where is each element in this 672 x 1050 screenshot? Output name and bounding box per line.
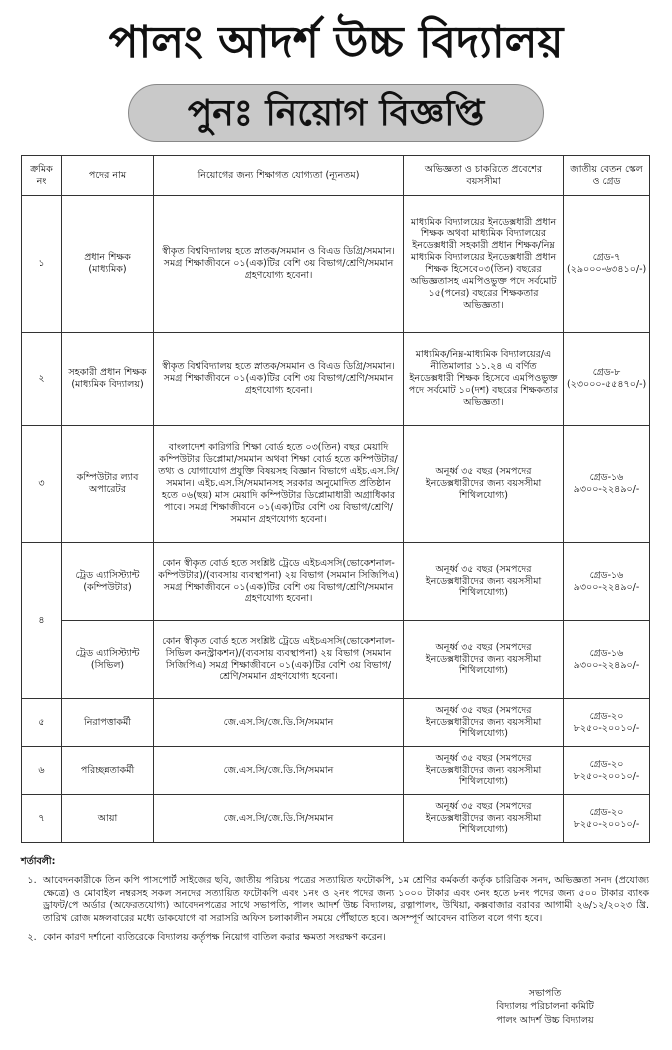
table-row — [22, 621, 650, 699]
row-serial: ৩ — [22, 426, 62, 543]
signature-block — [440, 987, 650, 1027]
row-scale: গ্রেড-১৬ ৯৩০০-২২৪৯০/- — [564, 543, 650, 621]
row-experience: অনূর্ধ্ব ৩৫ বছর (সমপদের ইনডেক্সধারীদের জন্য বয়সসীমা শিথিলযোগ্য) — [404, 747, 564, 795]
row-qualification: কোন স্বীকৃত বোর্ড হতে সংশ্লিষ্ট ট্রেডে এইচএসসি(ভোকেশনাল-কম্পিউটার)/(ব্যবসায় ব্যবস্থাপনা) ২য় বিভাগ (সমমান সিজিপিএ) সমগ্র শিক্ষাজীবনে ০১(এক)টির বেশি ৩য় বিভাগ/শ্রেণি/সমমান গ্রহণযোগ্য হবেনা। — [154, 543, 404, 621]
row-post: কম্পিউটার ল্যাব অপারেটর — [62, 426, 154, 543]
row-post: প্রধান শিক্ষক (মাধ্যমিক) — [62, 196, 154, 333]
row-experience: অনূর্ধ্ব ৩৫ বছর (সমপদের ইনডেক্সধারীদের জন্য বয়সসীমা শিথিলযোগ্য) — [404, 699, 564, 747]
condition-number: ২. — [27, 932, 37, 944]
table-row — [22, 747, 650, 795]
row-scale: গ্রেড-২০ ৮২৫০-২০০১০/- — [564, 747, 650, 795]
row-serial: ২ — [22, 333, 62, 426]
signature-committee: বিদ্যালয় পরিচালনা কমিটি — [496, 1001, 594, 1013]
header-qualification: নিয়োগের জন্য শিক্ষাগত যোগ্যতা (ন্যূনতম) — [154, 156, 404, 196]
row-serial: ৭ — [22, 795, 62, 843]
row-scale: গ্রেড-৮ (২৩০০০-৫৫৪৭০/-) — [564, 333, 650, 426]
row-serial: ৫ — [22, 699, 62, 747]
condition-number: ১. — [27, 874, 37, 886]
table-row — [22, 699, 650, 747]
row-qualification: স্বীকৃত বিশ্ববিদ্যালয় হতে স্নাতক/সমমান ও বিএড ডিগ্রি/সমমান। সমগ্র শিক্ষাজীবনে ০১(এক)টির বেশি ৩য় বিভাগ/শ্রেণি/সমমান গ্রহণযোগ্য হবেনা। — [154, 196, 404, 333]
row-post: আয়া — [62, 795, 154, 843]
row-experience: মাধ্যমিক বিদ্যালয়ের ইনডেক্সধারী প্রধান শিক্ষক অথবা মাধ্যমিক বিদ্যালয়ের ইনডেক্সধারী সহকারী প্রধান শিক্ষক/নিম্ন মাধ্যমিক বিদ্যালয়ের ইনডেক্সধারী প্রধান শিক্ষক হিসেবে০৩(তিন) বছরের অভিজ্ঞতাসহ এমপিওভুক্ত পদে সর্বমোট ১৫(পনের) বছরের শিক্ষকতার অভিজ্ঞতা। — [404, 196, 564, 333]
row-qualification: জে.এস.সি/জে.ডি.সি/সমমান — [154, 699, 404, 747]
row-qualification: কোন স্বীকৃত বোর্ড হতে সংশ্লিষ্ট ট্রেডে এইচএসসি(ভোকেশনাল-সিভিল কনস্ট্রাকশন)/(ব্যবসায় ব্যবস্থাপনা) ২য় বিভাগ (সমমান সিজিপিএ) সমগ্র শিক্ষাজীবনে ০১(এক)টির বেশি ৩য় বিভাগ/শ্রেণি/সমমান গ্রহণযোগ্য হবেনা। — [154, 621, 404, 699]
row-experience: অনূর্ধ্ব ৩৫ বছর (সমপদের ইনডেক্সধারীদের জন্য বয়সসীমা শিথিলযোগ্য) — [404, 543, 564, 621]
condition-item — [21, 875, 649, 926]
notice-banner — [0, 84, 672, 142]
row-serial: ৪ — [22, 543, 62, 699]
signature-school: পালং আদর্শ উচ্চ বিদ্যালয় — [496, 1014, 594, 1026]
table-row — [22, 333, 650, 426]
signature-title: সভাপতি — [528, 988, 562, 999]
row-qualification: স্বীকৃত বিশ্ববিদ্যালয় হতে স্নাতক/সমমান ও বিএড ডিগ্রি/সমমান। সমগ্র শিক্ষাজীবনে ০১(এক)টির বেশি ৩য় বিভাগ/শ্রেণি/সমমান গ্রহণযোগ্য হবেনা। — [154, 333, 404, 426]
conditions-title: শর্তাবলী: — [21, 856, 56, 867]
condition-text: কোন কারণ দর্শানো ব্যতিরেকে বিদ্যালয় কর্তৃপক্ষ নিয়োগ বাতিল করার ক্ষমতা সংরক্ষণ করেন। — [43, 932, 386, 944]
row-experience: অনূর্ধ্ব ৩৫ বছর (সমপদের ইনডেক্সধারীদের জন্য বয়সসীমা শিথিলযোগ্য) — [404, 621, 564, 699]
header-serial: ক্রমিক নং — [22, 156, 62, 196]
row-scale: গ্রেড-১৬ ৯৩০০-২২৪৯০/- — [564, 426, 650, 543]
header-experience: অভিজ্ঞতা ও চাকরিতে প্রবেশের বয়সসীমা — [404, 156, 564, 196]
table-header-row — [22, 156, 650, 196]
table-row — [22, 543, 650, 621]
row-qualification: বাংলাদেশ কারিগরি শিক্ষা বোর্ড হতে ০৩(তিন) বছর মেয়াদি কম্পিউটার ডিপ্লোমা/সমমান অথবা শিক্ষা বোর্ড হতে কম্পিউটার/তথ্য ও যোগাযোগ প্রযুক্তি বিষয়সহ বিজ্ঞান বিভাগে এইচ.এস.সি/সমমান। এইচ.এস.সি/সমমানসহ সরকার অনুমোদিত প্রতিষ্ঠান হতে ০৬(ছয়) মাস মেয়াদি কম্পিউটার ডিপ্লোমাধারী অগ্রাধিকার পাবে। সমগ্র শিক্ষাজীবনে ০১(এক)টির বেশি ৩য় বিভাগ/শ্রেণি/সমমান গ্রহণযোগ্য হবেনা। — [154, 426, 404, 543]
row-experience: অনূর্ধ্ব ৩৫ বছর (সমপদের ইনডেক্সধারীদের জন্য বয়সসীমা শিথিলযোগ্য) — [404, 426, 564, 543]
row-serial: ৬ — [22, 747, 62, 795]
condition-item — [21, 932, 649, 945]
row-experience: মাধ্যমিক/নিম্ন-মাধ্যমিক বিদ্যালয়ের/এ নীতিমালার ১১.২৪ এ বর্ণিত ইনডেক্সধারী শিক্ষক হিসেবে এমপিওভুক্ত পদে সর্বমোট ১০(দশ) বছরের শিক্ষকতার অভিজ্ঞতা। — [404, 333, 564, 426]
school-name: পালং আদর্শ উচ্চ বিদ্যালয় — [108, 17, 564, 68]
row-experience: অনূর্ধ্ব ৩৫ বছর (সমপদের ইনডেক্সধারীদের জন্য বয়সসীমা শিথিলযোগ্য) — [404, 795, 564, 843]
vacancy-table — [21, 155, 650, 843]
row-scale: গ্রেড-২০ ৮২৫০-২০০১০/- — [564, 699, 650, 747]
row-qualification: জে.এস.সি/জে.ডি.সি/সমমান — [154, 747, 404, 795]
row-qualification: জে.এস.সি/জে.ডি.সি/সমমান — [154, 795, 404, 843]
row-post: ট্রেড এ্যাসিস্ট্যান্ট (সিভিল) — [62, 621, 154, 699]
row-scale: গ্রেড-৭ (২৯০০০-৬৩৪১০/-) — [564, 196, 650, 333]
row-serial: ১ — [22, 196, 62, 333]
row-post: সহকারী প্রধান শিক্ষক (মাধ্যমিক বিদ্যালয়) — [62, 333, 154, 426]
row-scale: গ্রেড-২০ ৮২৫০-২০০১০/- — [564, 795, 650, 843]
notice-title: পুনঃ নিয়োগ বিজ্ঞপ্তি — [128, 84, 544, 142]
table-row — [22, 795, 650, 843]
row-post: ট্রেড এ্যাসিস্ট্যান্ট (কম্পিউটার) — [62, 543, 154, 621]
header-post: পদের নাম — [62, 156, 154, 196]
condition-text: আবেদনকারীকে তিন কপি পাসপোর্ট সাইজের ছবি, জাতীয় পরিচয় পত্রের সত্যায়িত ফটোকপি, ১ম শ্রেণির কর্মকর্তা কর্তৃক চারিত্রিক সনদ, অভিজ্ঞতা সনদ (প্রযোজ্য ক্ষেত্রে) ও মোবাইল নম্বরসহ সকল সনদের সত্যায়িত ফটোকপি এবং ১নং ও ২নং পদের জন্য ১০০০ টাকার এবং ৩নং হতে ৮নং পদের জন্য ৫০০ টাকার ব্যাংক ড্রাফট/পে অর্ডার (অফেরতযোগ্য) আবেদনপত্রের সাথে সভাপতি, পালং আদর্শ উচ্চ বিদ্যালয়, রত্নাপালং, উখিয়া, কক্সবাজার বরাবর আগামী ২৬/১২/২০২৩ খ্রি. তারিখ রোজ মঙ্গলবারের মধ্যে ডাকযোগে বা সরাসরি অফিস চলাকালীন সময়ে পৌঁছাতে হবে। অসম্পূর্ণ আবেদন বাতিল বলে গণ্য হবে। — [43, 874, 649, 925]
table-row — [22, 196, 650, 333]
row-post: পরিচ্ছন্নতাকর্মী — [62, 747, 154, 795]
table-row — [22, 426, 650, 543]
row-post: নিরাপত্তাকর্মী — [62, 699, 154, 747]
row-scale: গ্রেড-১৬ ৯৩০০-২২৪৯০/- — [564, 621, 650, 699]
conditions-section — [21, 856, 649, 951]
header-scale: জাতীয় বেতন স্কেল ও গ্রেড — [564, 156, 650, 196]
